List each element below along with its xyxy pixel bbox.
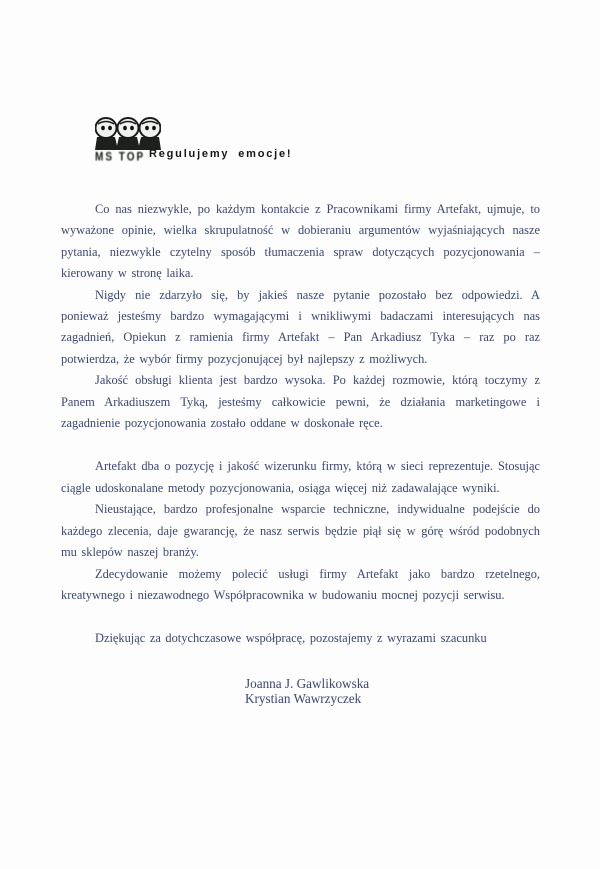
letter-paragraph-5: Nieustające, bardzo profesjonalne wsparcie techniczne, indywidualne podejście do każdego zlecenia, daje gwarancję, że nasz serwis będzie piął się w górę wśród podobnych mu sklepów naszej branży. <box>61 502 540 560</box>
signature-name-2: Krystian Wawrzyczek <box>245 691 362 707</box>
letter-body <box>61 199 540 707</box>
letter-paragraph-1: Co nas niezwykle, po każdym kontakcie z Pracownikami firmy Artefakt, ujmuje, to wyważone opinie, wielka skrupulatność w dobieraniu argumentów wyjaśniających nasze pytania, niezwykle czytelny sposób tłumaczenia spraw dotyczących pozycjonowania – kierowany w stronę laika. <box>61 202 540 281</box>
letter-paragraph-6: Zdecydowanie możemy polecić usługi firmy Artefakt jako bardzo rzetelnego, kreatywnego i niezawodnego Współpracownika w budowaniu mocnej pozycji serwisu. <box>61 566 540 602</box>
signature-name-1: Joanna J. Gawlikowska <box>245 675 370 691</box>
letter-paragraph-3: Jakość obsługi klienta jest bardzo wysoka. Po każdej rozmowie, którą toczymy z Panem Arkadiuszem Tyką, jesteśmy całkowicie pewni, że działania marketingowe i zagadnienie pozycjonowania zostało oddane w doskonałe ręce. <box>61 373 540 431</box>
letter-paragraph-4: Artefakt dba o pozycję i jakość wizerunku firmy, którą w sieci reprezentuje. Stosując ciągle udoskonalane metody pozycjonowania, osiąga więcej niż zadawalające wyniki. <box>61 459 540 495</box>
logo-wordmark: MS TOP <box>95 151 146 164</box>
three-cartoon-faces-icon <box>95 117 161 151</box>
logo-slogan: Regulujemy emocje! <box>149 148 293 160</box>
letter-paragraph-2: Nigdy nie zdarzyło się, by jakieś nasze pytanie pozostało bez odpowiedzi. A ponieważ jesteśmy bardzo wymagającymi i wnikliwymi badaczami interesujących nas zagadnień, Opiekun z ramienia firmy Artefakt – Pan Arkadiusz Tyka – raz po raz potwierdza, że wybór firmy pozycjonującej był najlepszy z możliwych. <box>61 287 540 366</box>
letterhead <box>0 0 600 180</box>
closing-line: Dziękując za dotychczasowe współpracę, pozostajemy z wyrazami szacunku <box>95 631 487 646</box>
signature-block <box>245 676 540 707</box>
